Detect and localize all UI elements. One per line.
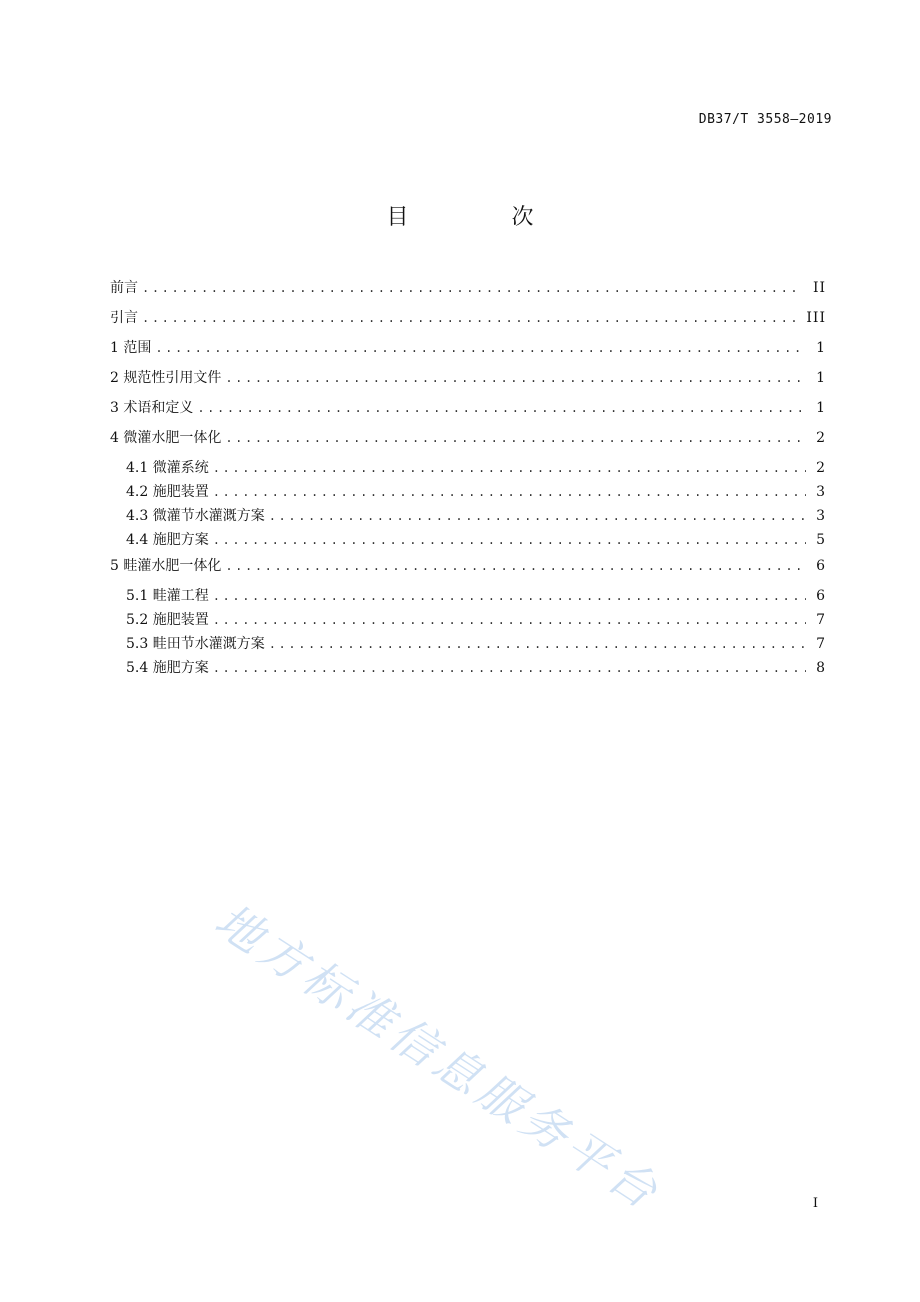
dot-leader [213,658,806,678]
dot-leader [213,586,806,606]
dot-leader [213,530,806,550]
toc-title: 目 次 [386,205,582,230]
toc-entry-page: 1 [816,340,826,356]
toc-entry-page: 7 [816,636,826,652]
toc-entry-4-2[interactable] [110,482,826,502]
dot-leader [213,458,806,478]
toc-entry-page: II [812,280,826,296]
toc-entry-normative-references[interactable] [110,368,826,388]
toc-entry-page: 2 [816,430,826,446]
watermark: 地方标准信息服务平台 [205,892,672,1222]
dot-leader [155,338,806,358]
dot-leader [197,398,806,418]
toc-entry-label: 4 微灌水肥一体化 [110,430,222,446]
toc-entry-section-4[interactable] [110,428,826,448]
dot-leader [225,368,806,388]
toc-entry-label: 前言 [110,280,138,296]
toc-entry-4-3[interactable] [110,506,826,526]
toc-entry-5-3[interactable] [110,634,826,654]
toc-entry-page: 6 [816,558,826,574]
toc-entry-label: 4.3 微灌节水灌溉方案 [126,508,265,524]
toc-entry-page: 6 [816,588,826,604]
dot-leader [213,610,806,630]
toc-entry-page: III [806,310,826,326]
toc-entry-label: 5.2 施肥装置 [126,612,209,628]
dot-leader [213,482,806,502]
toc-entry-label: 1 范围 [110,340,152,356]
toc-entry-scope[interactable] [110,338,826,358]
toc-entry-label: 3 术语和定义 [110,400,194,416]
page-number: I [812,1196,818,1211]
toc-entry-5-1[interactable] [110,586,826,606]
toc-entry-section-5[interactable] [110,556,826,576]
toc-entry-label: 5.1 畦灌工程 [126,588,209,604]
toc-entry-label: 4.1 微灌系统 [126,460,209,476]
toc-entry-label: 4.2 施肥装置 [126,484,209,500]
toc-entry-page: 1 [816,370,826,386]
toc-entry-5-4[interactable] [110,658,826,678]
toc-entry-label: 4.4 施肥方案 [126,532,209,548]
toc-entry-page: 8 [816,660,826,676]
toc-entry-introduction[interactable] [110,308,826,328]
document-code: DB37/T 3558—2019 [698,112,832,127]
dot-leader [269,634,806,654]
toc-entry-label: 5.3 畦田节水灌溉方案 [126,636,265,652]
toc-entry-foreword[interactable] [110,278,826,298]
toc-entry-page: 3 [816,484,826,500]
table-of-contents [110,278,826,682]
toc-entry-terms-definitions[interactable] [110,398,826,418]
toc-entry-page: 1 [816,400,826,416]
toc-entry-page: 3 [816,508,826,524]
dot-leader [142,278,803,298]
toc-entry-label: 引言 [110,310,138,326]
toc-entry-page: 5 [816,532,826,548]
toc-entry-label: 5.4 施肥方案 [126,660,209,676]
dot-leader [142,308,796,328]
toc-entry-5-2[interactable] [110,610,826,630]
toc-entry-page: 7 [816,612,826,628]
dot-leader [269,506,806,526]
toc-entry-label: 2 规范性引用文件 [110,370,222,386]
toc-entry-page: 2 [816,460,826,476]
toc-entry-label: 5 畦灌水肥一体化 [110,558,222,574]
dot-leader [225,556,806,576]
toc-entry-4-4[interactable] [110,530,826,550]
toc-entry-4-1[interactable] [110,458,826,478]
dot-leader [225,428,806,448]
